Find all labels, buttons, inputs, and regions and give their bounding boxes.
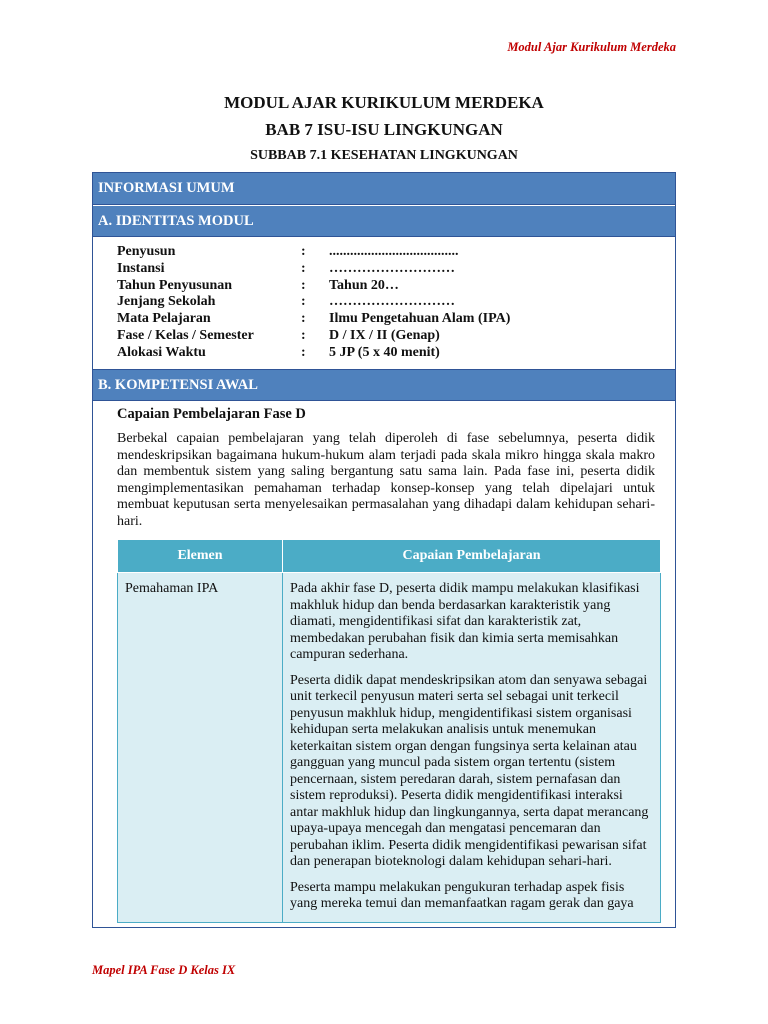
content-frame [92, 172, 676, 928]
module-title: MODUL AJAR KURIKULUM MERDEKA [224, 93, 544, 112]
table-cell-element: Pemahaman IPA [118, 573, 283, 923]
section-general-info: INFORMASI UMUM [93, 173, 675, 205]
identity-value: Ilmu Pengetahuan Alam (IPA) [329, 311, 511, 327]
identity-colon: : [301, 277, 306, 293]
identity-value: ……………………… [329, 260, 455, 276]
identity-label: Tahun Penyusunan [117, 277, 233, 293]
table-header-element: Elemen [118, 540, 283, 573]
identity-colon: : [301, 244, 306, 259]
identity-value: ……………………… [329, 294, 455, 310]
identity-label: Instansi [117, 260, 165, 276]
identity-row [117, 328, 510, 345]
identity-value: Tahun 20… [329, 277, 399, 293]
identity-colon: : [301, 327, 306, 343]
identity-label: Mata Pelajaran [117, 311, 211, 327]
chapter-title: BAB 7 ISU-ISU LINGKUNGAN [265, 120, 503, 139]
subchapter-title: SUBBAB 7.1 KESEHATAN LINGKUNGAN [250, 148, 518, 163]
learning-outcome-title: Capaian Pembelajaran Fase D [117, 406, 306, 422]
identity-value: ..................................... [329, 244, 459, 259]
outcome-paragraph: Peserta mampu melakukan pengukuran terhadap aspek fisis yang mereka temui dan memanfaatkan ragam gerak dan gaya [290, 879, 634, 911]
identity-value: 5 JP (5 x 40 menit) [329, 344, 440, 360]
identity-row [117, 311, 510, 328]
identity-row [117, 244, 510, 261]
identity-list [117, 244, 510, 362]
table-header-row [118, 540, 661, 573]
identity-label: Jenjang Sekolah [117, 294, 216, 310]
identity-colon: : [301, 344, 306, 360]
identity-row [117, 278, 510, 295]
identity-colon: : [301, 311, 306, 327]
identity-row [117, 261, 510, 278]
header-note: Modul Ajar Kurikulum Merdeka [507, 40, 676, 54]
learning-outcome-text: Berbekal capaian pembelajaran yang telah diperoleh di fase sebelumnya, peserta didik mendeskripsikan bagaimana hukum-hukum alam terjadi pada skala mikro hingga skala makro dan membentuk sistem yang saling bergantung satu sama lain. Pada fase ini, peserta didik mengimplementasikan pemahaman terhadap konsep-konsep yang telah dipelajari untuk membuat keputusan serta menyelesaikan permasalahan yang dihadapi dalam kehidupan sehari-hari. [117, 431, 655, 529]
identity-row [117, 345, 510, 362]
section-initial-competence: B. KOMPETENSI AWAL [93, 369, 675, 401]
identity-label: Alokasi Waktu [117, 344, 206, 360]
identity-label: Penyusun [117, 244, 176, 259]
outcome-paragraph: Pada akhir fase D, peserta didik mampu melakukan klasifikasi makhluk hidup dan benda berdasarkan karakteristik yang diamati, mengidentifikasi sifat dan karakteristik zat, membedakan perubahan fisik dan kimia serta memisahkan campuran sederhana. [290, 581, 640, 662]
identity-row [117, 294, 510, 311]
table-header-outcome: Capaian Pembelajaran [283, 540, 661, 573]
section-module-identity: A. IDENTITAS MODUL [93, 205, 675, 237]
identity-value: D / IX / II (Genap) [329, 327, 440, 343]
identity-label: Fase / Kelas / Semester [117, 327, 254, 343]
identity-colon: : [301, 260, 306, 276]
learning-outcome-table [117, 539, 661, 923]
table-row [118, 573, 661, 923]
table-cell-outcome [283, 573, 661, 923]
identity-colon: : [301, 294, 306, 310]
outcome-paragraph: Peserta didik dapat mendeskripsikan atom dan senyawa sebagai unit terkecil penyusun materi serta sel sebagai unit terkecil penyusun makhluk hidup, mengidentifikasi sistem organisasi kehidupan serta melakukan analisis untuk menemukan keterkaitan sistem organ dengan fungsinya serta kelainan atau gangguan yang muncul pada sistem organ tertentu (sistem pencernaan, sistem peredaran darah, sistem pernafasan dan sistem reproduksi). Peserta didik mengidentifikasi interaksi antar makhluk hidup dan lingkungannya, serta dapat merancang upaya-upaya mencegah dan mengatasi pencemaran dan perubahan iklim. Peserta didik mengidentifikasi pewarisan sifat dan penerapan bioteknologi dalam kehidupan sehari-hari. [290, 672, 649, 869]
footer-note: Mapel IPA Fase D Kelas IX [92, 963, 236, 977]
